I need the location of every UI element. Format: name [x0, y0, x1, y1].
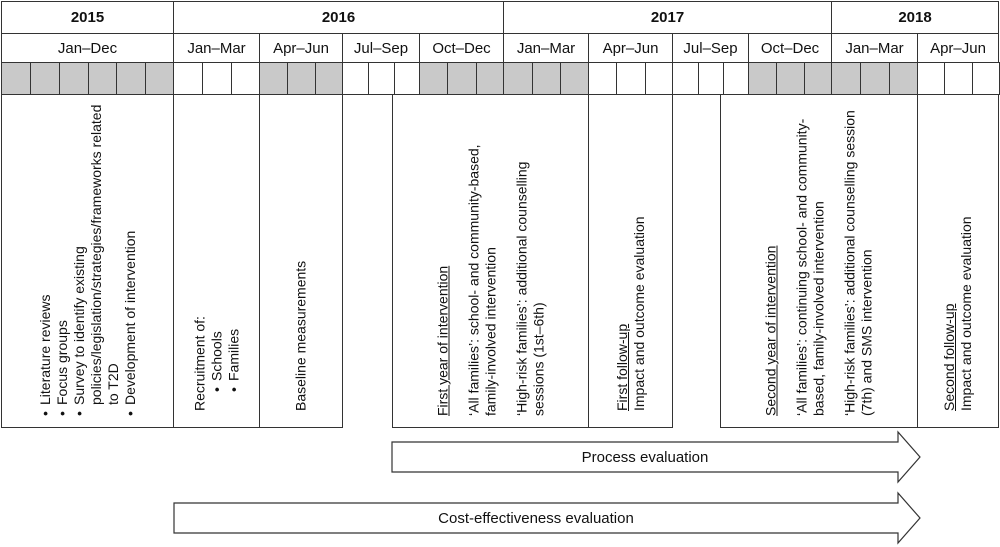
year-2018 [831, 1, 999, 34]
period-label: Oct–Dec [760, 39, 820, 57]
baseline-box [259, 94, 343, 428]
month-cell [804, 62, 833, 95]
period-2017-oct-dec [748, 33, 832, 63]
first-year-box [392, 94, 589, 428]
month-cell [698, 62, 724, 95]
month-cell [776, 62, 805, 95]
month-cell [616, 62, 646, 95]
development-list [37, 101, 139, 421]
month-cell [831, 62, 861, 95]
month-cell [145, 62, 175, 95]
period-label: Oct–Dec [432, 39, 491, 57]
recruitment-text [191, 111, 242, 411]
month-cell [503, 62, 533, 95]
period-2018-apr-jun [917, 33, 999, 63]
year-label: 2015 [70, 9, 105, 26]
first-followup-title: First follow-up [613, 323, 630, 411]
period-label: Jan–Mar [516, 39, 576, 57]
year-label: 2018 [898, 9, 932, 26]
month-cell [88, 62, 117, 95]
month-cell [287, 62, 316, 95]
second-followup-box [917, 94, 999, 428]
period-label: Apr–Jun [602, 39, 659, 57]
period-2016-oct-dec [419, 33, 504, 63]
recruitment-list [208, 111, 242, 411]
development-item: • Development of intervention [122, 101, 139, 405]
month-cell [368, 62, 395, 95]
month-cell [173, 62, 203, 95]
year-label: 2016 [321, 9, 356, 26]
process-evaluation-label: Process evaluation [581, 448, 709, 466]
month-cell [1, 62, 31, 95]
development-text [37, 101, 139, 421]
recruitment-title: Recruitment of: [191, 316, 207, 411]
month-cell [972, 62, 1000, 95]
period-label: Jul–Sep [683, 39, 738, 57]
month-cell [315, 62, 344, 95]
month-cell [532, 62, 561, 95]
month-cell [672, 62, 699, 95]
baseline-title: Baseline measurements [292, 260, 309, 411]
second-year-title: Second year of intervention [762, 245, 779, 416]
second-followup-desc: Impact and outcome evaluation [958, 216, 974, 411]
month-cell [944, 62, 973, 95]
month-cell [645, 62, 674, 95]
baseline-text [293, 111, 310, 411]
month-cell [560, 62, 590, 95]
period-label: Jul–Sep [353, 39, 409, 57]
month-cell [748, 62, 777, 95]
month-cell [259, 62, 288, 95]
second-year-text [763, 106, 876, 416]
period-label: Jan–Mar [845, 39, 904, 57]
month-cell [59, 62, 89, 95]
period-label: Apr–Jun [273, 39, 329, 57]
month-cell [342, 62, 369, 95]
development-item: • Literature reviews [37, 101, 54, 405]
period-2016-jul-sep [342, 33, 420, 63]
year-2015 [1, 1, 174, 34]
month-cell [116, 62, 146, 95]
second-year-high-risk: ‘High-risk families’: additional counselling session (7th) and SMS intervention [841, 110, 875, 416]
period-2015-jan-dec [1, 33, 174, 63]
first-year-text [434, 106, 547, 416]
development-item: • Focus groups [54, 101, 71, 405]
period-2016-apr-jun [259, 33, 343, 63]
first-followup-box [588, 94, 673, 428]
cost-effectiveness-label: Cost-effectiveness evaluation [438, 509, 634, 527]
period-2017-apr-jun [588, 33, 673, 63]
recruitment-box [173, 94, 260, 428]
month-cell [860, 62, 890, 95]
period-2017-jan-mar [503, 33, 589, 63]
period-label: Apr–Jun [930, 39, 986, 57]
first-year-all-families: ‘All families’: school- and community-based, family-involved intervention [465, 144, 498, 416]
development-box [1, 94, 174, 428]
recruitment-item: • Families [225, 111, 242, 381]
second-followup-title: Second follow-up [941, 303, 957, 411]
period-2016-jan-mar [173, 33, 260, 63]
period-label: Jan–Mar [187, 39, 246, 57]
recruitment-item: • Schools [208, 111, 225, 381]
month-cell [394, 62, 421, 95]
month-cell [917, 62, 945, 95]
year-2016 [173, 1, 504, 34]
first-year-high-risk: ‘High-risk families’: additional counselling sessions (1st–6th) [513, 161, 546, 416]
month-cell [889, 62, 919, 95]
year-label: 2017 [650, 9, 685, 26]
development-item: • Survey to identify existing policies/legislation/strategies/frameworks related to T2D [71, 101, 122, 405]
second-year-box [720, 94, 918, 428]
first-year-title: First year of intervention [434, 265, 450, 416]
month-cell [476, 62, 505, 95]
month-cell [419, 62, 448, 95]
first-followup-desc: Impact and outcome evaluation [630, 216, 647, 411]
year-2017 [503, 1, 832, 34]
month-cell [588, 62, 617, 95]
period-label: Jan–Dec [57, 39, 118, 57]
period-2017-jul-sep [672, 33, 749, 63]
first-followup-text [614, 111, 648, 411]
month-cell [30, 62, 60, 95]
month-cell [447, 62, 477, 95]
month-cell [202, 62, 232, 95]
month-cell [231, 62, 261, 95]
period-2018-jan-mar [831, 33, 918, 63]
second-followup-text [941, 111, 975, 411]
month-cell [723, 62, 750, 95]
second-year-all-families: ‘All families’: continuing school- and community-based, family-involved intervention [793, 118, 827, 416]
